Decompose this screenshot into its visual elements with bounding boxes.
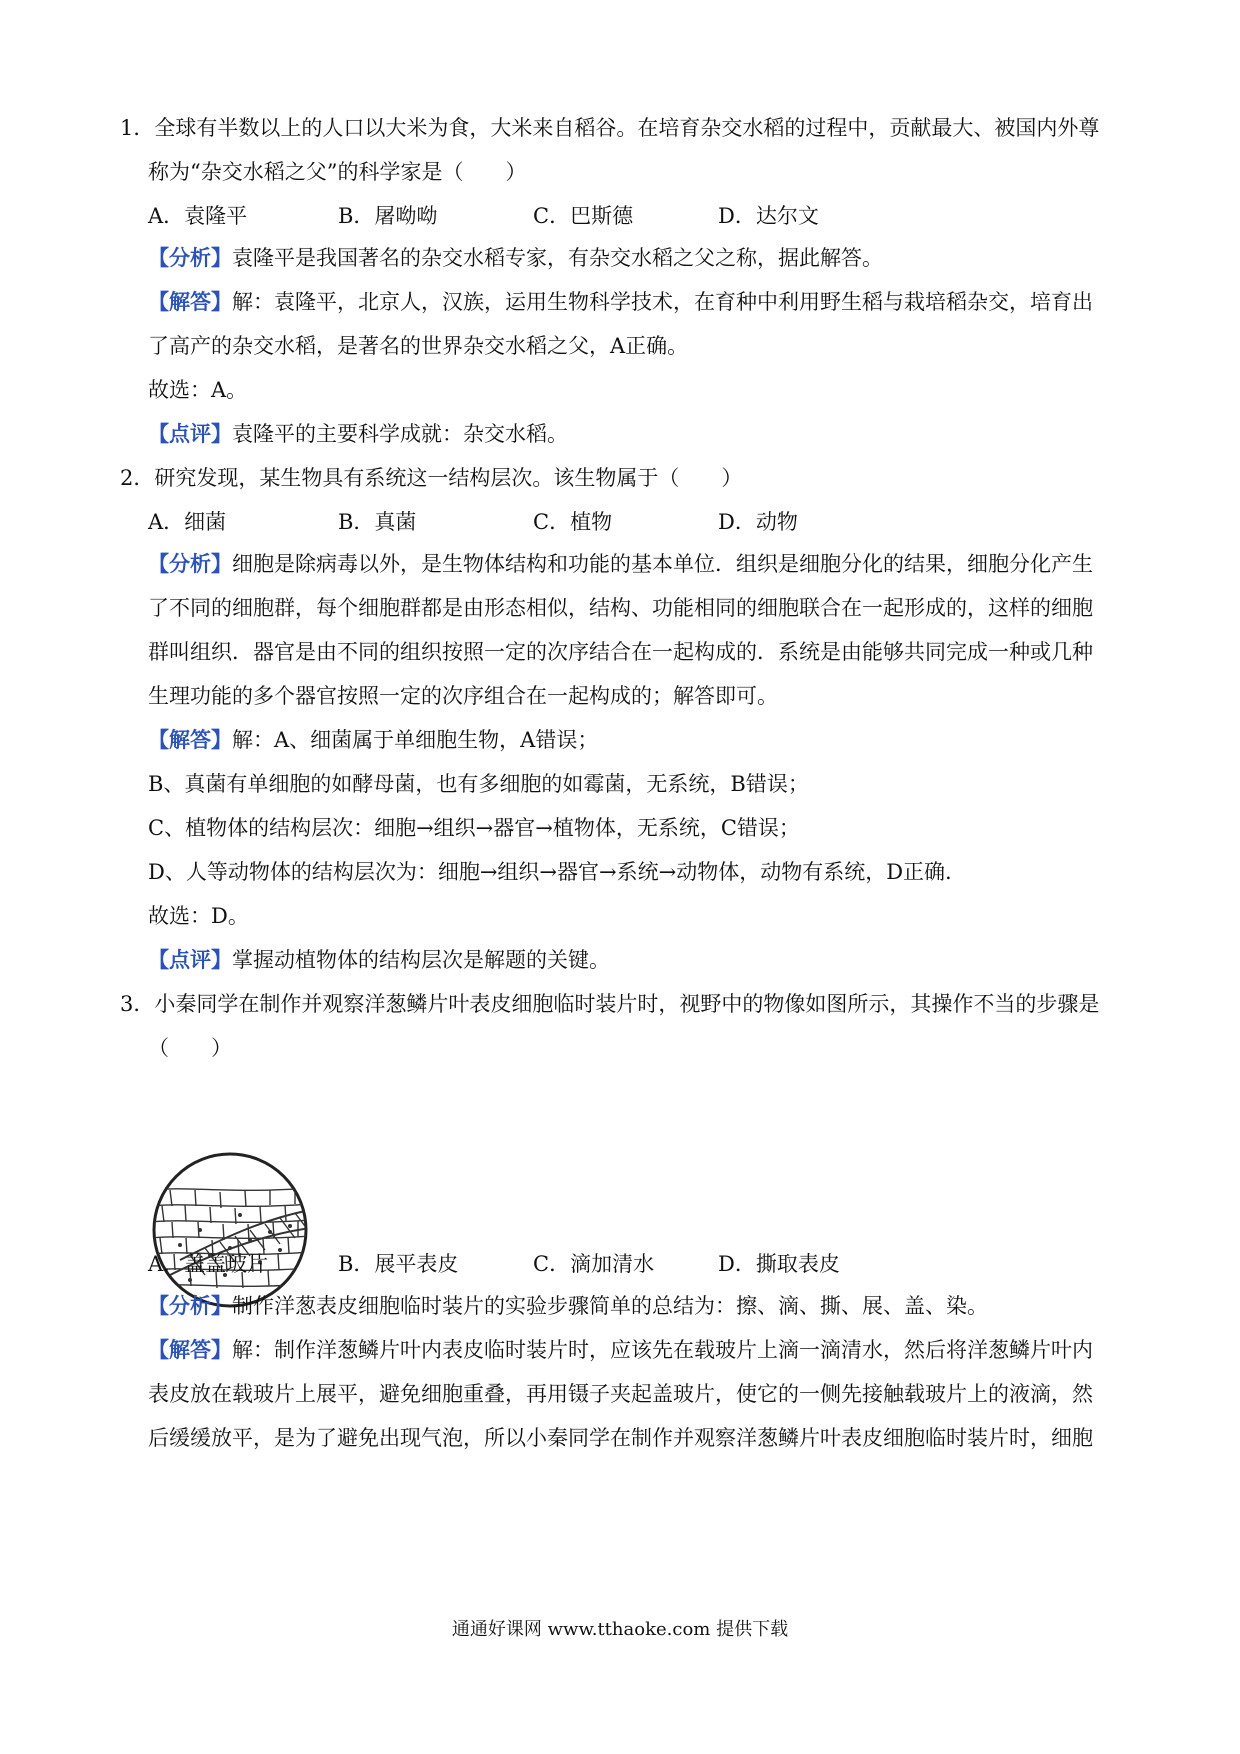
q2-option-d: D．动物 [718, 510, 798, 534]
q1-comment [148, 410, 568, 458]
q2-analysis-line1 [148, 540, 1093, 588]
q1-analysis-text: 袁隆平是我国著名的杂交水稻专家，有杂交水稻之父之称，据此解答。 [232, 246, 883, 270]
q2-answer-tag: 【解答】 [148, 727, 232, 752]
q3-stem-line1: 3．小秦同学在制作并观察洋葱鳞片叶表皮细胞临时装片时，视野中的物像如图所示，其操作不当的步骤是 [120, 992, 1100, 1016]
q3-option-b: B．展平表皮 [338, 1252, 459, 1276]
q1-analysis [148, 234, 883, 282]
q1-option-a: A．袁隆平 [148, 204, 248, 228]
q1-answer-line1 [148, 278, 1093, 326]
q3-analysis [148, 1282, 988, 1330]
q3-analysis-text: 制作洋葱表皮细胞临时装片的实验步骤简单的总结为：擦、滴、撕、展、盖、染。 [232, 1294, 988, 1318]
q1-answer-line2: 了高产的杂交水稻，是著名的世界杂交水稻之父，A正确。 [148, 334, 689, 358]
q3-option-c: C．滴加清水 [533, 1252, 655, 1276]
q2-comment-text: 掌握动植物体的结构层次是解题的关键。 [232, 948, 610, 972]
q2-comment-tag: 【点评】 [148, 947, 232, 972]
q1-comment-text: 袁隆平的主要科学成就：杂交水稻。 [232, 422, 568, 446]
q2-answer-line3: C、植物体的结构层次：细胞→组织→器官→植物体，无系统，C错误； [148, 816, 800, 840]
q1-option-b: B．屠呦呦 [338, 204, 438, 228]
q2-analysis-line3: 群叫组织．器官是由不同的组织按照一定的次序结合在一起构成的．系统是由能够共同完成一种或几种 [148, 640, 1093, 664]
q1-choice: 故选：A。 [148, 378, 248, 402]
q1-answer-text1: 解：袁隆平，北京人，汉族，运用生物科学技术，在育种中利用野生稻与栽培稻杂交，培育出 [232, 290, 1093, 314]
q2-analysis-text1: 细胞是除病毒以外，是生物体结构和功能的基本单位．组织是细胞分化的结果，细胞分化产生 [232, 552, 1093, 576]
q2-analysis-tag: 【分析】 [148, 551, 232, 576]
q3-answer-text1: 解：制作洋葱鳞片叶内表皮临时装片时，应该先在载玻片上滴一滴清水，然后将洋葱鳞片叶内 [232, 1338, 1093, 1362]
q3-option-a: A．盖盖玻片 [148, 1252, 269, 1276]
q1-answer-tag: 【解答】 [148, 289, 232, 314]
q2-answer-line2: B、真菌有单细胞的如酵母菌，也有多细胞的如霉菌，无系统，B错误； [148, 772, 809, 796]
q2-analysis-line4: 生理功能的多个器官按照一定的次序组合在一起构成的；解答即可。 [148, 684, 778, 708]
q3-answer-line1 [148, 1326, 1093, 1374]
q2-answer-line1 [148, 716, 598, 764]
q2-option-b: B．真菌 [338, 510, 417, 534]
q2-option-c: C．植物 [533, 510, 613, 534]
q3-stem-line2: （ ） [148, 1036, 232, 1060]
q3-option-d: D．撕取表皮 [718, 1252, 840, 1276]
q2-option-a: A．细菌 [148, 510, 227, 534]
q3-answer-tag: 【解答】 [148, 1337, 232, 1362]
q2-choice: 故选：D。 [148, 904, 249, 928]
page-footer: 通通好课网 www.tthaoke.com 提供下载 [451, 1619, 789, 1640]
q3-analysis-tag: 【分析】 [148, 1293, 232, 1318]
q1-option-d: D．达尔文 [718, 204, 819, 228]
q1-analysis-tag: 【分析】 [148, 245, 232, 270]
q1-stem-line1: 1．全球有半数以上的人口以大米为食，大米来自稻谷。在培育杂交水稻的过程中，贡献最大、被国内外尊 [120, 116, 1100, 140]
q2-comment [148, 936, 610, 984]
q3-answer-line2: 表皮放在载玻片上展平，避免细胞重叠，再用镊子夹起盖玻片，使它的一侧先接触载玻片上的液滴，然 [148, 1382, 1093, 1406]
q1-comment-tag: 【点评】 [148, 421, 232, 446]
q1-option-c: C．巴斯德 [533, 204, 634, 228]
q1-stem-line2: 称为“杂交水稻之父”的科学家是（ ） [148, 160, 527, 184]
q3-answer-line3: 后缓缓放平，是为了避免出现气泡，所以小秦同学在制作并观察洋葱鳞片叶表皮细胞临时装片时，细胞 [148, 1426, 1093, 1450]
q2-answer-line4: D、人等动物体的结构层次为：细胞→组织→器官→系统→动物体，动物有系统，D正确. [148, 860, 952, 884]
q2-analysis-line2: 了不同的细胞群，每个细胞群都是由形态相似，结构、功能相同的细胞联合在一起形成的，这样的细胞 [148, 596, 1093, 620]
q2-stem: 2．研究发现，某生物具有系统这一结构层次。该生物属于（ ） [120, 466, 743, 490]
q2-answer-text1: 解：A、细菌属于单细胞生物，A错误； [232, 728, 599, 752]
